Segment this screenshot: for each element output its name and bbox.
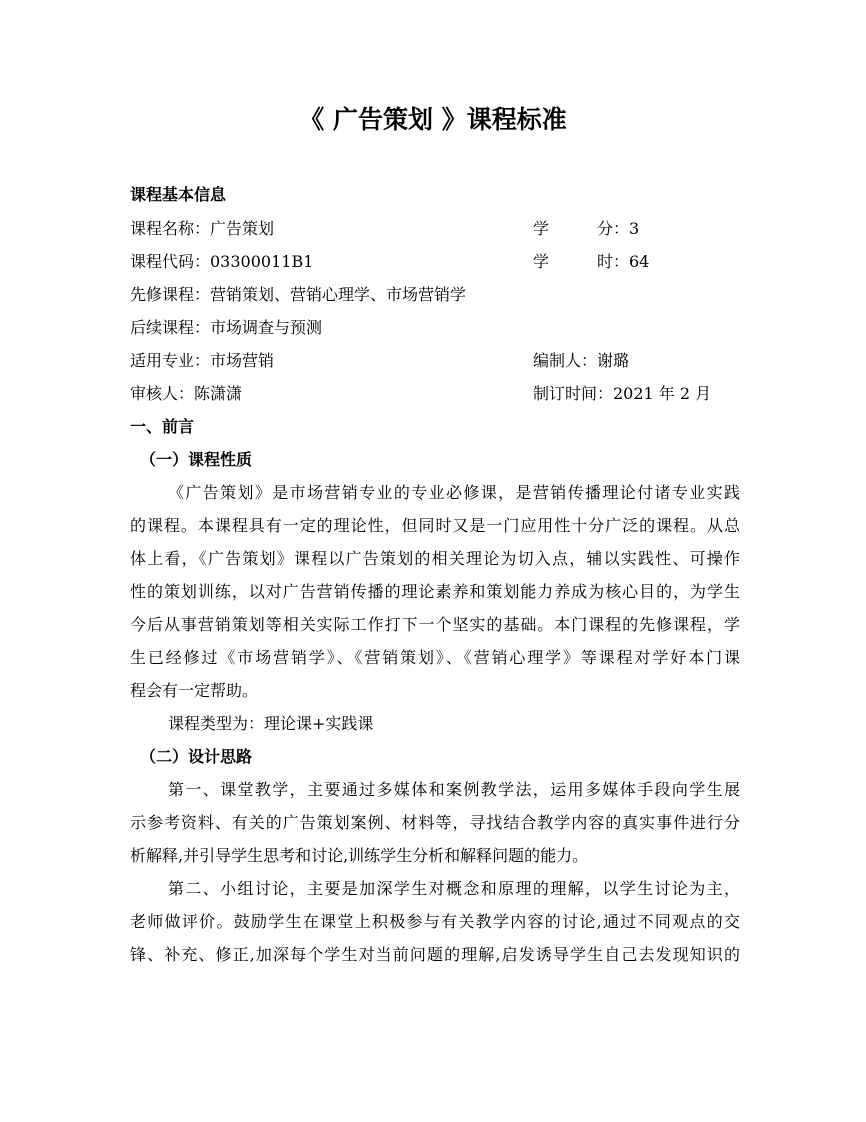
subsection-heading-nature: （一）课程性质: [140, 450, 253, 469]
basic-info-heading: 课程基本信息: [130, 185, 227, 204]
section-heading-preface: 一、前言: [130, 417, 195, 436]
revision-date: 制订时间：2021 年 2 月: [533, 384, 712, 403]
follow-up-courses: 后续课程：市场调查与预测: [130, 318, 323, 337]
applicable-major: 适用专业：市场营销: [130, 351, 275, 370]
paragraph-line: 《广告策划》是市场营销专业的专业必修课，是营销传播理论付诸专业实践: [168, 483, 740, 502]
paragraph-line: 性的策划训练，以对广告营销传播的理论素养和策划能力养成为核心目的，为学生: [130, 582, 740, 601]
paragraph-line: 第二、小组讨论，主要是加深学生对概念和原理的理解，以学生讨论为主，: [168, 879, 740, 898]
paragraph-line: 示参考资料、有关的广告策划案例、材料等，寻找结合教学内容的真实事件进行分: [130, 813, 740, 832]
reviewer: 审核人：陈潇潇: [130, 384, 243, 403]
paragraph-line: 程会有一定帮助。: [130, 681, 259, 700]
paragraph-line: 生已经修过《市场营销学》、《营销策划》、《营销心理学》等课程对学好本门课: [130, 648, 740, 667]
paragraph-line: 的课程。本课程具有一定的理论性，但同时又是一门应用性十分广泛的课程。从总: [130, 516, 740, 535]
prerequisites: 先修课程：营销策划、营销心理学、市场营销学: [130, 285, 467, 304]
course-name: 课程名称：广告策划: [130, 219, 275, 238]
author: 编制人：谢璐: [533, 351, 630, 370]
credits: 学 分：3: [533, 219, 640, 238]
hours: 学 时：64: [533, 252, 650, 271]
paragraph-line: 析解释,并引导学生思考和讨论,训练学生分析和解释问题的能力。: [130, 846, 589, 865]
paragraph-line: 第一、课堂教学，主要通过多媒体和案例教学法，运用多媒体手段向学生展: [168, 780, 740, 799]
paragraph-line: 体上看，《广告策划》课程以广告策划的相关理论为切入点，辅以实践性、可操作: [130, 549, 740, 568]
paragraph-line: 锋、补充、修正,加深每个学生对当前问题的理解,启发诱导学生自己去发现知识的: [130, 945, 740, 964]
paragraph-line: 今后从事营销策划等相关实际工作打下一个坚实的基础。本门课程的先修课程，学: [130, 615, 740, 634]
course-code: 课程代码：03300011B1: [130, 252, 314, 271]
paragraph-line: 老师做评价。鼓励学生在课堂上积极参与有关教学内容的讨论,通过不同观点的交: [130, 912, 740, 931]
course-type: 课程类型为：理论课+实践课: [168, 714, 374, 733]
document-title: 《 广告策划 》课程标准: [299, 105, 567, 134]
subsection-heading-design: （二）设计思路: [140, 747, 253, 766]
